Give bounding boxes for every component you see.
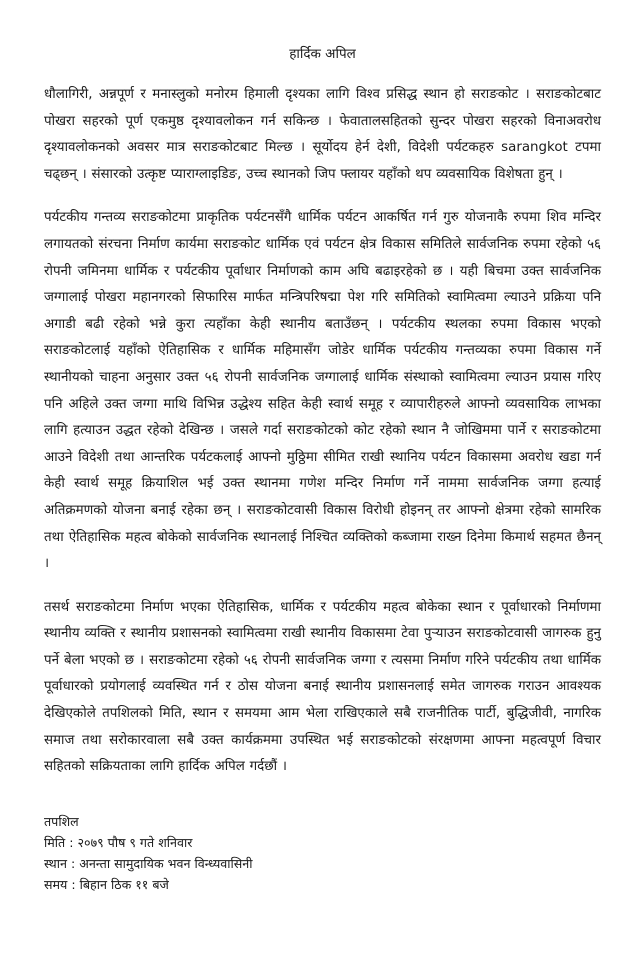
event-place: स्थान : अनन्ता सामुदायिक भवन विन्ध्यवासिनी xyxy=(44,855,253,871)
paragraph-issue: पर्यटकीय गन्तव्य सराङकोटमा प्राकृतिक पर्यटनसँगै धार्मिक पर्यटन आकर्षित गर्न गुरु योजनाकै रुपमा शिव मन्दिर लगायतको संरचना निर्माण कार्यमा सराङकोट धार्मिक एवं पर्यटन क्षेत्र विकास समितिले सार्वजनिक रुपमा रहेको ५६ रोपनी जमिनमा धार्मिक र पर्यटकीय पूर्वाधार निर्माणको काम अघि बढाइरहेको छ । यही बिचमा उक्त सार्वजनिक जग्गालाई पोखरा महानगरको सिफारिस मार्फत मन्त्रिपरिषद्मा पेश गरि समितिको स्वामित्वमा ल्याउने प्रक्रिया पनि अगाडी बढी रहेको भन्ने कुरा त्यहाँका केही स्थानीय बताउँछन् । पर्यटकीय स्थलका रुपमा विकास भएको सराङकोटलाई यहाँको ऐतिहासिक र धार्मिक महिमासँग जोडेर धार्मिक पर्यटकीय गन्तव्यका रुपमा विकास गर्ने स्थानीयको चाहना अनुसार उक्त ५६ रोपनी सार्वजनिक जग्गालाई धार्मिक संस्थाको स्वामित्वमा ल्याउन प्रयास गरिए पनि अहिले उक्त जग्गा माथि विभिन्न उद्धेश्य सहित केही स्वार्थ समूह र व्यापारीहरुले आफ्नो व्यवसायिक लाभका लागि हत्याउन उद्धत रहेको देखिन्छ । जसले गर्दा सराङकोटको कोट रहेको स्थान नै जोखिममा पार्ने र सराङकोटमा आउने विदेशी तथा आन्तरिक पर्यटकलाई आफ्नो मुठ्ठिमा सीमित राखी स्थानिय पर्यटन विकासमा अवरोध खडा गर्न केही स्वार्थ समूह क्रियाशिल भई उक्त स्थानमा गणेश मन्दिर निर्माण गर्ने नाममा सार्वजनिक जग्गा हत्याई अतिक्रमणको योजना बनाई रहेका छन् । सराङकोटवासी विकास विरोधी होइनन् तर आफ्नो क्षेत्रमा रहेको सामरिक तथा ऐतिहासिक महत्व बोकेको सार्वजनिक स्थानलाई निश्चित व्यक्तिको कब्जामा राख्न दिनेमा किमार्थ सहमत छैनन् । xyxy=(44,210,601,572)
document-title: हार्दिक अपिल xyxy=(289,46,356,62)
event-date: मिति : २०७९ पौष ९ गते शनिवार xyxy=(44,834,193,850)
paragraph-appeal: तसर्थ सराङकोटमा निर्माण भएका ऐतिहासिक, धार्मिक र पर्यटकीय महत्व बोकेका स्थान र पूर्वाधारको निर्माणमा स्थानीय व्यक्ति र स्थानीय प्रशासनको स्वामित्वमा राखी स्थानीय विकासमा टेवा पुऱ्याउन सराङकोटवासी जागरुक हुनु पर्ने बेला भएको छ । सराङकोटमा रहेको ५६ रोपनी सार्वजनिक जग्गा र त्यसमा निर्माण गरिने पर्यटकीय तथा धार्मिक पूर्वाधारको प्रयोगलाई व्यवस्थित गर्न र ठोस योजना बनाई स्थानीय प्रशासनलाई समेत जागरुक गराउन आवश्यक देखिएकोले तपशिलको मिति, स्थान र समयमा आम भेला राखिएकाले सबै राजनीतिक पार्टी, बुद्धिजीवी, नागरिक समाज तथा सरोकारवाला सबै उक्त कार्यक्रममा उपस्थित भई सराङकोटको संरक्षणमा आफ्ना महत्वपूर्ण विचार सहितको सक्रियताका लागि हार्दिक अपिल गर्दछौं । xyxy=(44,599,601,775)
event-time: समय : बिहान ठिक ११ बजे xyxy=(44,876,169,892)
event-details xyxy=(44,811,601,895)
details-heading: तपशिल xyxy=(44,813,79,829)
paragraph-intro: धौलागिरी, अन्नपूर्ण र मनास्लुको मनोरम हिमाली दृश्यका लागि विश्व प्रसिद्ध स्थान हो सराङकोट । सराङकोटबाट पोखरा सहरको पूर्ण एकमुष्ठ दृश्यावलोकन गर्न सकिन्छ । फेवातालसहितको सुन्दर पोखरा सहरको विनाअवरोध दृश्यावलोकनको अवसर मात्र सराङकोटबाट मिल्छ । सूर्योदय हेर्न देशी, विदेशी पर्यटकहरु sarangkot टपमा चढ्छन् । संसारको उत्कृष्ट प्याराग्लाइडिङ, उच्च स्थानको जिप फ्लायर यहाँको थप व्यवसायिक विशेषता हुन् । xyxy=(44,87,601,182)
